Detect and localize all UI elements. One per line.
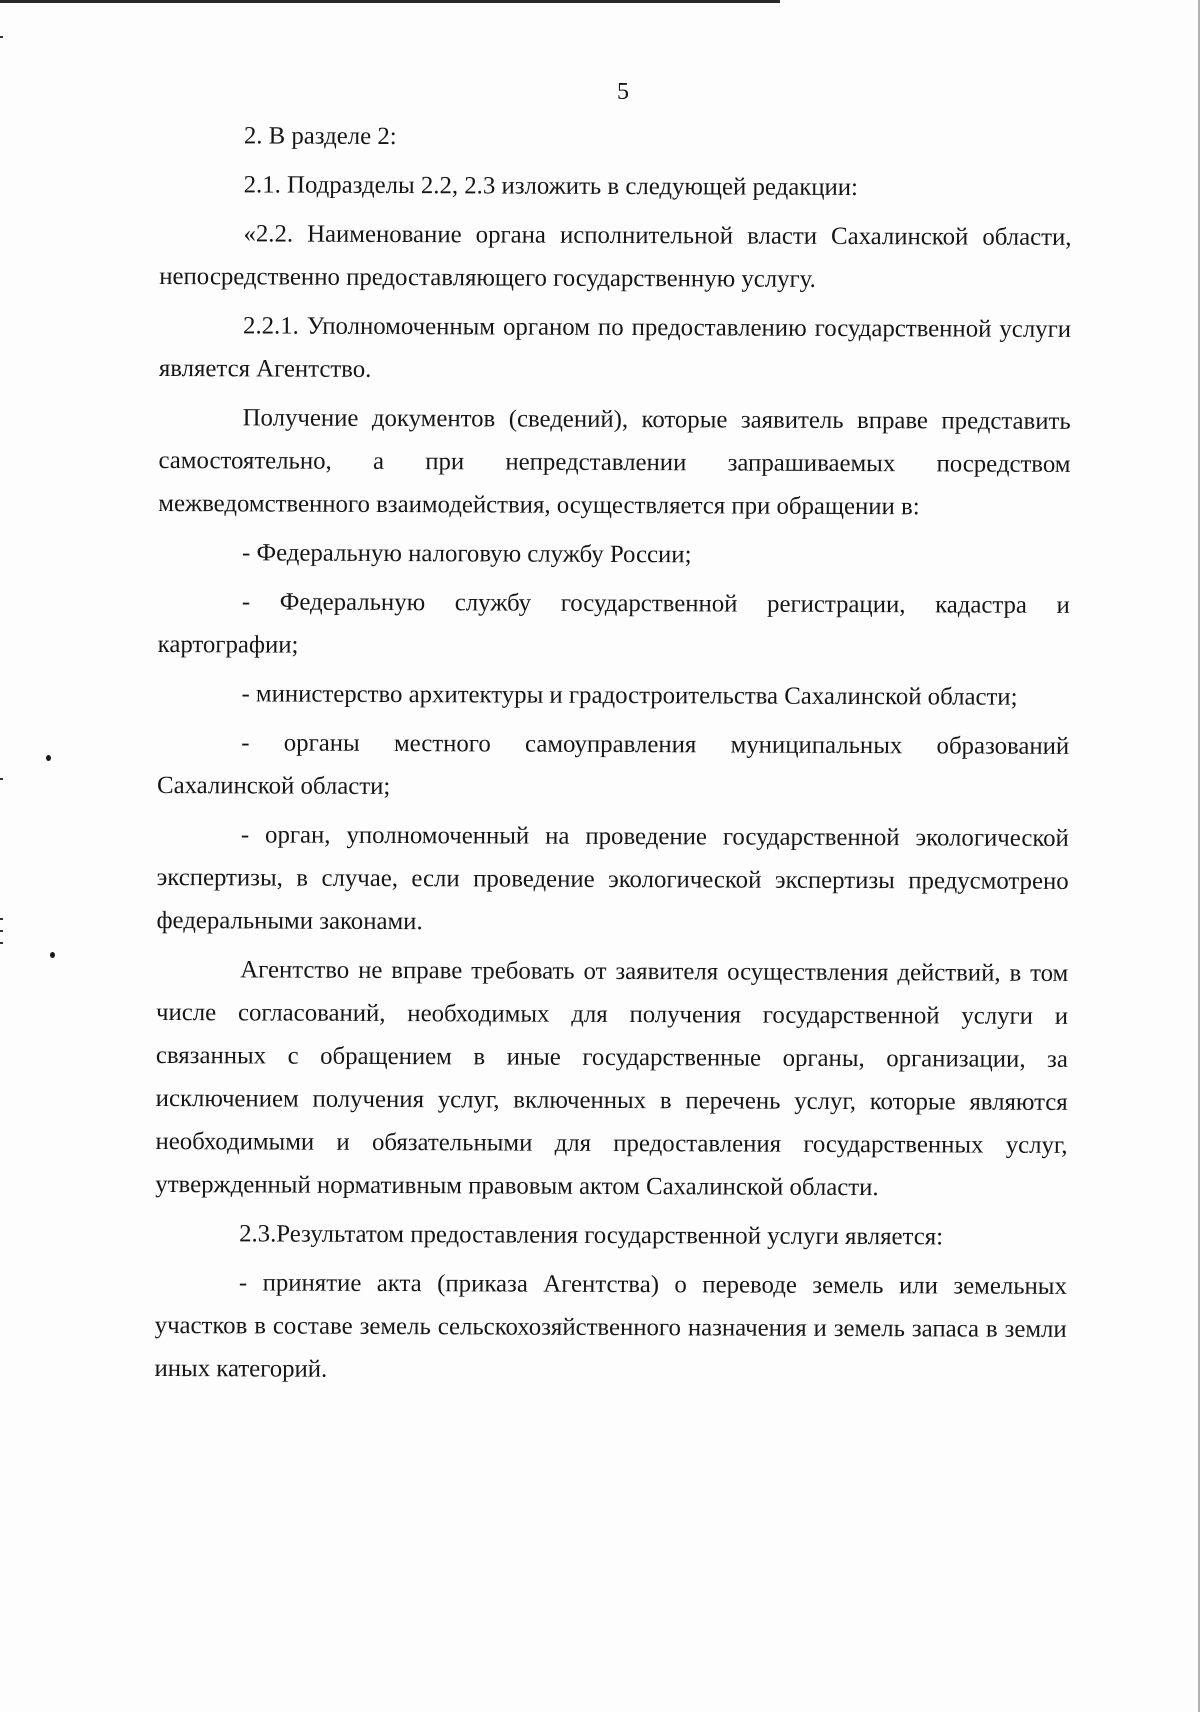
paragraph: 2.1. Подразделы 2.2, 2.3 изложить в следующей редакции: — [243, 171, 859, 202]
paragraph: Агентство не вправе требовать от заявителя осуществления действий, в том числе согласований, необходимых для получения государственной услуги и связанных с обращением в иные государственные органы, организации, за исключением получения услуг, включенных в перечень услуг, которые являются необходимыми и обязательными для предоставления государственных услуг, утвержденный нормативным правовым актом Сахалинской области. — [155, 956, 1069, 1202]
scan-edge-mark — [0, 918, 3, 920]
page-number: 5 — [617, 79, 629, 105]
paragraph: 2.2.1. Уполномоченным органом по предоставлению государственной услуги является Агентство. — [158, 312, 1072, 383]
scan-border-top — [0, 0, 780, 3]
scan-speck — [50, 952, 55, 958]
section-heading: 2. В разделе 2: — [243, 122, 397, 151]
paragraph: 2.3.Результатом предоставления государственной услуги является: — [239, 1220, 944, 1251]
scan-speck — [46, 755, 51, 761]
list-item: - министерство архитектуры и градостроительства Сахалинской области; — [241, 680, 1018, 711]
document-body — [154, 114, 1072, 1400]
paragraph: Получение документов (сведений), которые заявитель вправе представить самостоятельно, а при непредставлении запрашиваемых посредством межведомственного взаимодействия, осуществляется при обращении в: — [158, 404, 1071, 521]
paragraph: «2.2. Наименование органа исполнительной власти Сахалинской области, непосредственно предоставляющего государственную услугу. — [159, 220, 1072, 293]
scan-edge-mark — [0, 942, 3, 944]
list-item: - орган, уполномоченный на проведение государственной экологической экспертизы, в случае, если проведение экологической экспертизы предусмотрено федеральными законами. — [156, 821, 1069, 936]
list-item: - органы местного самоуправления муниципальных образований Сахалинской области; — [157, 729, 1070, 801]
scan-edge-mark — [0, 778, 3, 780]
scan-edge-mark — [0, 930, 3, 932]
list-item: - принятие акта (приказа Агентства) о переводе земель или земельных участков в составе земель сельскохозяйственного назначения и земель запаса в земли иных категорий. — [154, 1269, 1067, 1383]
list-item: - Федеральную службу государственной регистрации, кадастра и картографии; — [157, 588, 1070, 659]
scan-edge-mark — [0, 36, 3, 38]
list-item: - Федеральную налоговую службу России; — [242, 539, 692, 569]
